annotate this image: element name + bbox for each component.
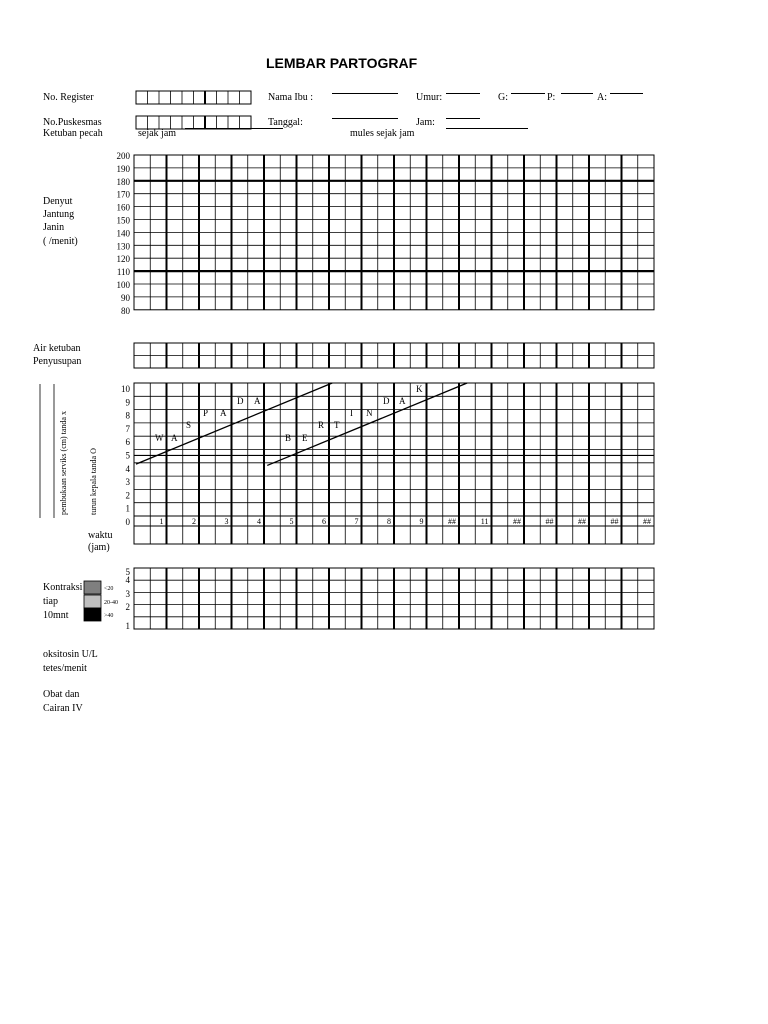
cervix-scale-label: 4	[125, 463, 130, 474]
djj-scale-label: 180	[116, 176, 130, 187]
djj-scale-label: 170	[116, 189, 130, 200]
djj-scale-label: 160	[116, 202, 130, 213]
hour-label: 11	[480, 517, 489, 526]
cervix-scale-label: 5	[125, 450, 130, 461]
cervix-scale-label: 8	[125, 410, 130, 421]
action-letter: I	[350, 408, 353, 418]
djj-label-line4: ( /menit)	[43, 236, 78, 247]
hour-label: ##	[448, 517, 456, 526]
action-letter: T	[334, 420, 340, 430]
contraction-scale-label: 4	[125, 575, 130, 585]
waktu-label: waktu	[88, 530, 113, 541]
contraction-legend-swatch	[84, 595, 101, 608]
djj-scale-label: 110	[116, 267, 130, 278]
hour-label: 3	[224, 517, 229, 526]
contraction-legend-swatch	[84, 608, 101, 621]
ketuban-pecah-label: Ketuban pecah	[43, 128, 103, 139]
hour-label: ##	[545, 517, 554, 526]
alert-letter: S	[186, 420, 192, 430]
no-puskesmas-label: No.Puskesmas	[43, 117, 102, 128]
umur-label: Umur:	[416, 92, 443, 103]
alert-letter: P	[203, 408, 209, 418]
hour-label: 4	[257, 517, 261, 526]
hour-label: ##	[643, 517, 651, 526]
hour-label: ##	[513, 517, 521, 526]
contraction-legend-label: 20-40	[104, 600, 118, 606]
alert-letter: D	[237, 396, 244, 406]
cervix-side-label: pembukaan serviks (cm) tanda x	[59, 411, 68, 515]
cervix-scale-label: 7	[125, 423, 130, 434]
hour-label: 5	[289, 517, 294, 526]
djj-scale-label: 190	[116, 163, 130, 174]
p-label: P:	[547, 92, 556, 103]
jam-unit-label: (jam)	[88, 542, 110, 553]
page-title: LEMBAR PARTOGRAF	[266, 55, 418, 71]
djj-scale-label: 100	[116, 280, 130, 290]
hour-label: 6	[322, 517, 326, 526]
contraction-scale-label: 2	[125, 602, 130, 612]
action-letter: E	[302, 433, 308, 443]
kontraksi-label-line1: Kontraksi	[43, 582, 83, 593]
djj-scale-label: 200	[116, 151, 130, 161]
djj-scale-label: 120	[116, 254, 130, 265]
cervix-scale-label: 2	[125, 490, 130, 501]
action-letter: R	[318, 420, 325, 430]
action-letter: A	[399, 396, 406, 406]
djj-label-line2: Jantung	[43, 209, 75, 220]
oksitosin-label: oksitosin U/L	[43, 649, 98, 660]
tanggal-label: Tanggal:	[268, 117, 303, 128]
action-letter: K	[416, 384, 423, 394]
djj-scale-label: 80	[121, 305, 130, 316]
contraction-legend-swatch	[84, 581, 101, 594]
alert-letter: A	[171, 433, 178, 443]
cervix-scale-label: 1	[125, 503, 130, 514]
djj-scale-label: 90	[121, 292, 130, 303]
hour-label: 7	[354, 517, 359, 526]
cervix-scale-label: 0	[125, 517, 130, 527]
contraction-scale-label: 1	[125, 621, 130, 631]
g-label: G:	[498, 92, 508, 103]
contraction-legend-label: >40	[104, 613, 114, 619]
jam-label: Jam:	[416, 117, 435, 128]
kontraksi-label-line3: 10mnt	[43, 610, 69, 621]
sejak-jam-label: sejak jam	[138, 128, 177, 139]
djj-label-line3: Janin	[43, 222, 65, 233]
hour-label: ##	[578, 517, 586, 526]
alert-letter: A	[254, 396, 261, 406]
djj-scale-label: 140	[116, 228, 130, 239]
mules-sejak-jam-label: mules sejak jam	[350, 128, 415, 139]
hour-label: 8	[387, 517, 391, 526]
djj-scale-label: 150	[116, 215, 130, 226]
action-letter: D	[383, 396, 390, 406]
contraction-scale-label: 5	[125, 567, 130, 577]
hour-label: 9	[419, 517, 424, 526]
action-letter: N	[366, 408, 373, 418]
action-letter: B	[285, 433, 292, 443]
hour-label: ##	[610, 517, 619, 526]
obat-label: Obat dan	[43, 689, 80, 700]
cervix-scale-label: 6	[125, 437, 130, 448]
cairan-iv-label: Cairan IV	[43, 703, 83, 714]
kontraksi-label-line2: tiap	[43, 596, 58, 607]
contraction-legend-label: <20	[104, 586, 114, 592]
hour-label: 1	[159, 517, 164, 526]
alert-letter: W	[155, 433, 164, 443]
hour-label: 2	[192, 517, 196, 526]
cervix-scale-label: 3	[125, 477, 130, 488]
tetes-menit-label: tetes/menit	[43, 663, 87, 674]
alert-letter: A	[220, 408, 227, 418]
a-label: A:	[597, 92, 607, 103]
penyusupan-label: Penyusupan	[33, 356, 82, 367]
cervix-scale-label: 10	[121, 384, 130, 394]
air-ketuban-label: Air ketuban	[33, 343, 81, 354]
djj-label-line1: Denyut	[43, 196, 73, 207]
descent-side-label: turun kepala tanda O	[89, 448, 98, 515]
no-register-label: No. Register	[43, 92, 94, 103]
alert-line	[136, 383, 332, 464]
nama-ibu-label: Nama Ibu :	[268, 92, 313, 103]
djj-scale-label: 130	[116, 241, 130, 252]
cervix-scale-label: 9	[125, 397, 130, 408]
contraction-scale-label: 3	[125, 589, 130, 599]
